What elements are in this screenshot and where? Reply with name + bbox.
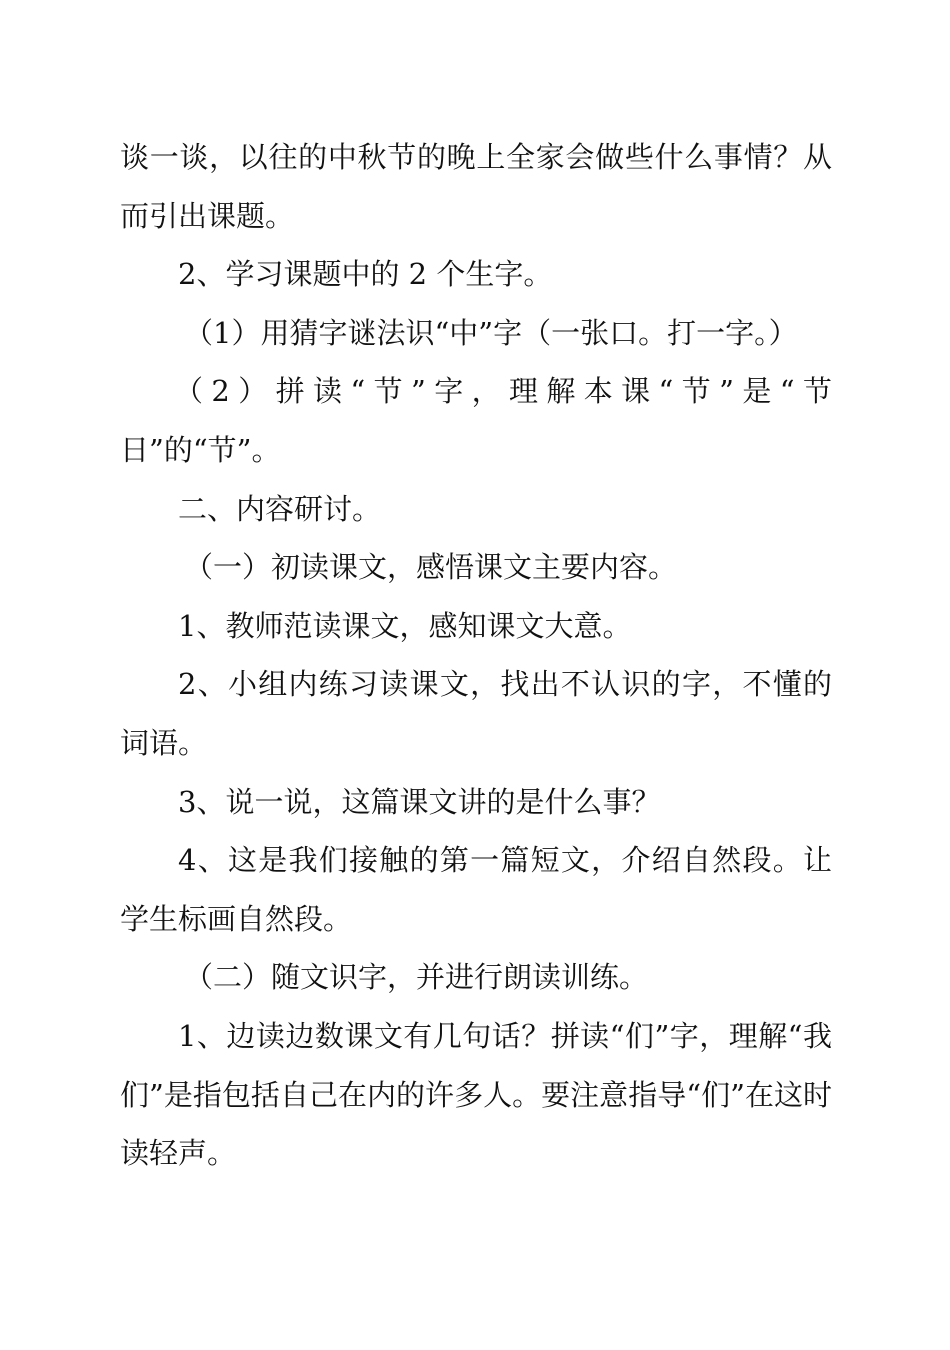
paragraph-item-1: 1、教师范读课文，感知课文大意。: [178, 608, 632, 643]
paragraph-item-4: 4、这是我们接触的第一篇短文，介绍自然段。让学生标画自然段。: [120, 843, 832, 936]
paragraph-step-2: 2、学习课题中的 2 个生字。: [178, 257, 553, 292]
paragraph-intro: 谈一谈，以往的中秋节的晚上全家会做些什么事情？从而引出课题。: [120, 140, 832, 233]
subsection-heading-first-reading: （一）初读课文，感悟课文主要内容。: [184, 550, 678, 585]
subsection-heading-literacy: （二）随文识字，并进行朗读训练。: [184, 960, 649, 995]
paragraph-item-3: 3、说一说，这篇课文讲的是什么事？: [178, 784, 661, 819]
section-heading-content-study: 二、内容研讨。: [178, 491, 382, 526]
document-body: [120, 128, 832, 1183]
paragraph-sub-2: （2）拼读“节”字，理解本课“节”是“节日”的“节”。: [120, 374, 832, 467]
paragraph-sub-1: （1）用猜字谜法识“中”字（一张口。打一字。）: [184, 315, 798, 350]
paragraph-literacy-item-1: 1、边读边数课文有几句话？拼读“们”字，理解“我们”是指包括自己在内的许多人。要注意指导“们”在这时读轻声。: [120, 1018, 832, 1171]
paragraph-item-2: 2、小组内练习读课文，找出不认识的字，不懂的词语。: [120, 667, 832, 760]
